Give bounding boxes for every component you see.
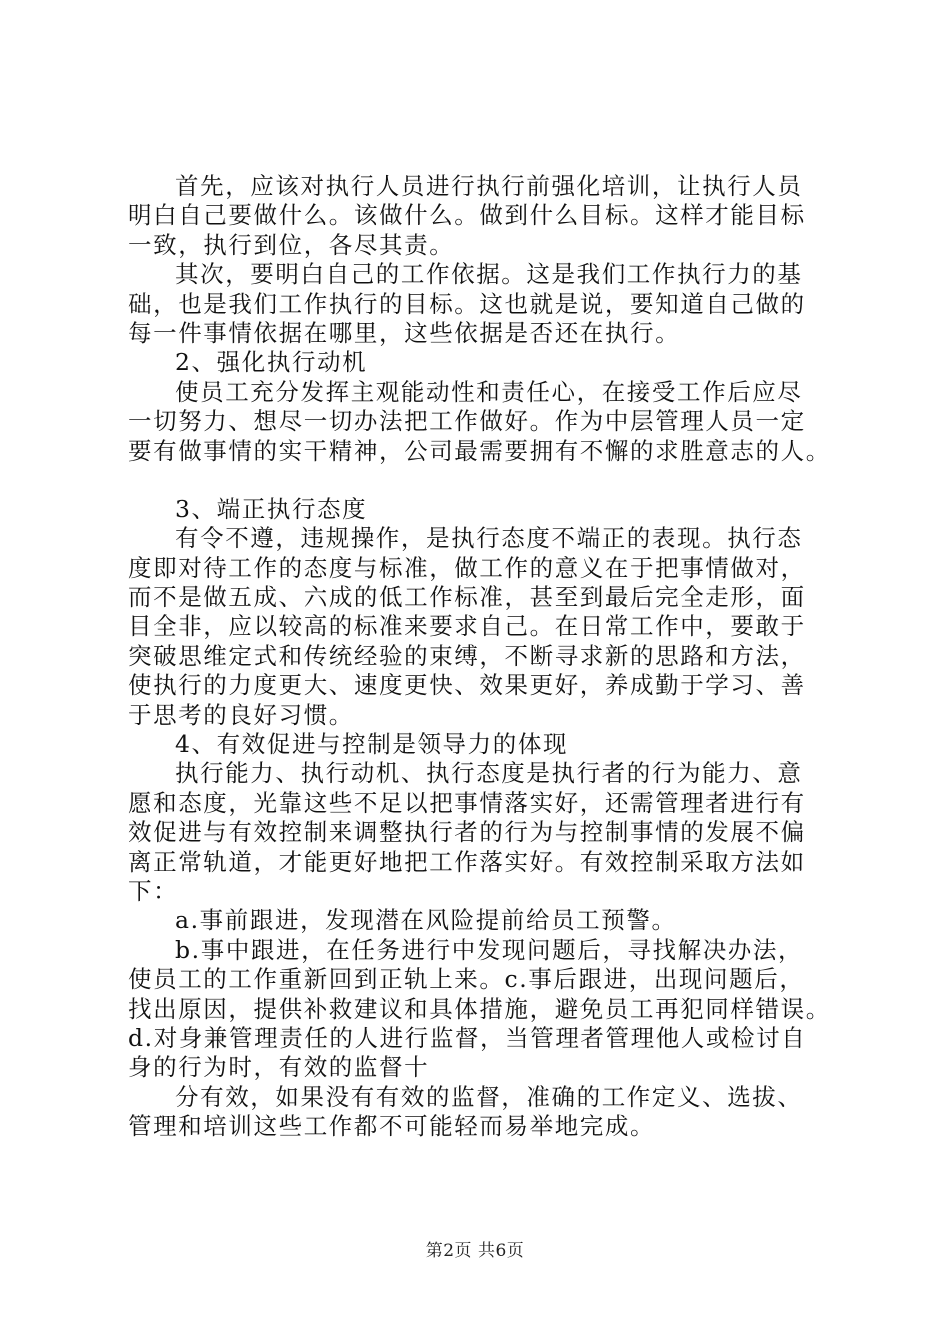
paragraph-line: 目全非，应以较高的标准来要求自己。在日常工作中，要敢于 <box>128 612 806 641</box>
paragraph-line: 于思考的良好习惯。 <box>128 700 354 729</box>
paragraph-line: 效促进与有效控制来调整执行者的行为与控制事情的发展不偏 <box>128 818 806 847</box>
paragraph-line: 度即对待工作的态度与标准，做工作的意义在于把事情做对， <box>128 553 806 582</box>
paragraph-line: 使员工的工作重新回到正轨上来。c.事后跟进，出现问题后， <box>128 965 805 994</box>
list-item: a.事前跟进，发现潜在风险提前给员工预警。 <box>175 906 677 935</box>
paragraph-line: 明白自己要做什么。该做什么。做到什么目标。这样才能目标 <box>128 201 806 230</box>
paragraph-line: 而不是做五成、六成的低工作标准，甚至到最后完全走形，面 <box>128 583 806 612</box>
list-item: b.事中跟进，在任务进行中发现问题后，寻找解决办法， <box>175 935 804 964</box>
paragraph-line: 首先，应该对执行人员进行执行前强化培训，让执行人员 <box>175 172 803 200</box>
paragraph-line: 身的行为时，有效的监督十 <box>128 1053 430 1082</box>
paragraph-line: 一切努力、想尽一切办法把工作做好。作为中层管理人员一定 <box>128 407 806 436</box>
paragraph-line: 下： <box>128 876 179 905</box>
paragraph-line: 使员工充分发挥主观能动性和责任心，在接受工作后应尽 <box>175 377 803 406</box>
page-number-footer: 第2页 共6页 <box>425 1241 525 1261</box>
section-heading: 2、强化执行动机 <box>175 348 368 377</box>
paragraph-line: 突破思维定式和传统经验的束缚，不断寻求新的思路和方法， <box>128 641 806 670</box>
paragraph-line: 每一件事情依据在哪里，这些依据是否还在执行。 <box>128 318 681 347</box>
paragraph-line: 一致，执行到位，各尽其责。 <box>128 230 455 259</box>
document-body <box>128 172 848 1142</box>
paragraph-line: 要有做事情的实干精神，公司最需要拥有不懈的求胜意志的人。 <box>128 436 831 465</box>
section-heading: 3、端正执行态度 <box>175 494 368 523</box>
paragraph-gap <box>128 466 848 495</box>
paragraph-line: 管理和培训这些工作都不可能轻而易举地完成。 <box>128 1112 656 1141</box>
paragraph-line: 愿和态度，光靠这些不足以把事情落实好，还需管理者进行有 <box>128 788 806 817</box>
paragraph-line: 础，也是我们工作执行的目标。这也就是说，要知道自己做的 <box>128 289 806 318</box>
paragraph-line: d.对身兼管理责任的人进行监督，当管理者管理他人或检讨自 <box>128 1023 807 1052</box>
section-heading: 4、有效促进与控制是领导力的体现 <box>175 730 569 759</box>
paragraph-line: 分有效，如果没有有效的监督，准确的工作定义、选拔、 <box>175 1082 803 1111</box>
paragraph-line: 使执行的力度更大、速度更快、效果更好，养成勤于学习、善 <box>128 671 806 700</box>
paragraph-line: 执行能力、执行动机、执行态度是执行者的行为能力、意 <box>175 759 803 788</box>
paragraph-line: 有令不遵，违规操作，是执行态度不端正的表现。执行态 <box>175 524 803 553</box>
paragraph-line: 找出原因，提供补救建议和具体措施，避免员工再犯同样错误。 <box>128 994 831 1023</box>
paragraph-line: 其次，要明白自己的工作依据。这是我们工作执行力的基 <box>175 260 803 289</box>
paragraph-line: 离正常轨道，才能更好地把工作落实好。有效控制采取方法如 <box>128 847 806 876</box>
